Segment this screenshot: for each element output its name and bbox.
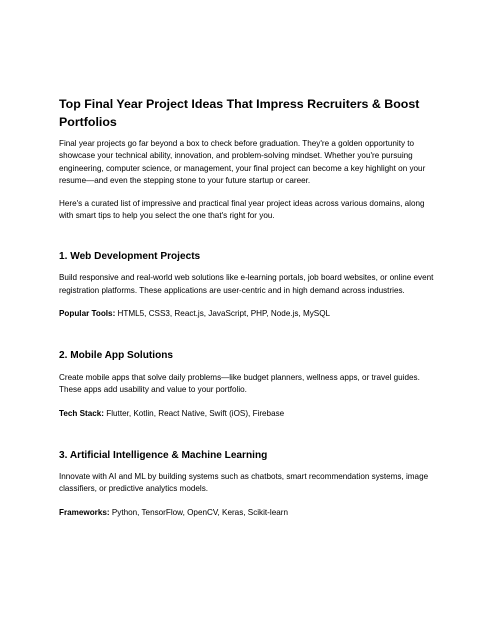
- section-heading: 1. Web Development Projects: [59, 250, 201, 262]
- tools-value: Flutter, Kotlin, React Native, Swift (iOS), Firebase: [104, 408, 285, 418]
- document-title: Top Final Year Project Ideas That Impress Recruiters & Boost Portfolios: [59, 97, 420, 129]
- section-description: Build responsive and real-world web solutions like e-learning portals, job board websites, or online event registration platforms. These applications are user-centric and in high demand across industries.: [59, 273, 434, 295]
- tools-value: Python, TensorFlow, OpenCV, Keras, Scikit-learn: [109, 508, 288, 518]
- intro-paragraph: Final year projects go far beyond a box to check before graduation. They're a golden opportunity to showcase your technical ability, innovation, and problem-solving mindset. Whether you're pursuing engineering, computer science, or management, your final project can become a key highlight on your resume—and even the stepping stone to your future startup or career.: [59, 139, 426, 185]
- tools-label: Tech Stack:: [59, 408, 105, 418]
- intro-paragraph: Here's a curated list of impressive and practical final year project ideas across various domains, along with smart tips to help you select the one that's right for you.: [59, 198, 425, 220]
- section-mobile-apps: [59, 349, 439, 420]
- section-heading: 2. Mobile App Solutions: [59, 350, 174, 362]
- section-ai-ml: [59, 449, 439, 520]
- tools-label: Frameworks:: [59, 508, 110, 518]
- section-web-development: [59, 250, 439, 321]
- section-tools: [59, 308, 439, 320]
- section-description: Create mobile apps that solve daily problems—like budget planners, wellness apps, or travel guides. These apps add usability and value to your portfolio.: [59, 372, 420, 394]
- section-tools: [59, 507, 439, 519]
- section-heading: 3. Artificial Intelligence & Machine Learning: [59, 449, 268, 461]
- tools-label: Popular Tools:: [59, 309, 116, 319]
- document-body: [59, 95, 439, 519]
- tools-value: HTML5, CSS3, React.js, JavaScript, PHP, Node.js, MySQL: [115, 309, 331, 319]
- section-description: Innovate with AI and ML by building systems such as chatbots, smart recommendation systems, image classifiers, or predictive analytics models.: [59, 472, 429, 494]
- section-tools: [59, 408, 439, 420]
